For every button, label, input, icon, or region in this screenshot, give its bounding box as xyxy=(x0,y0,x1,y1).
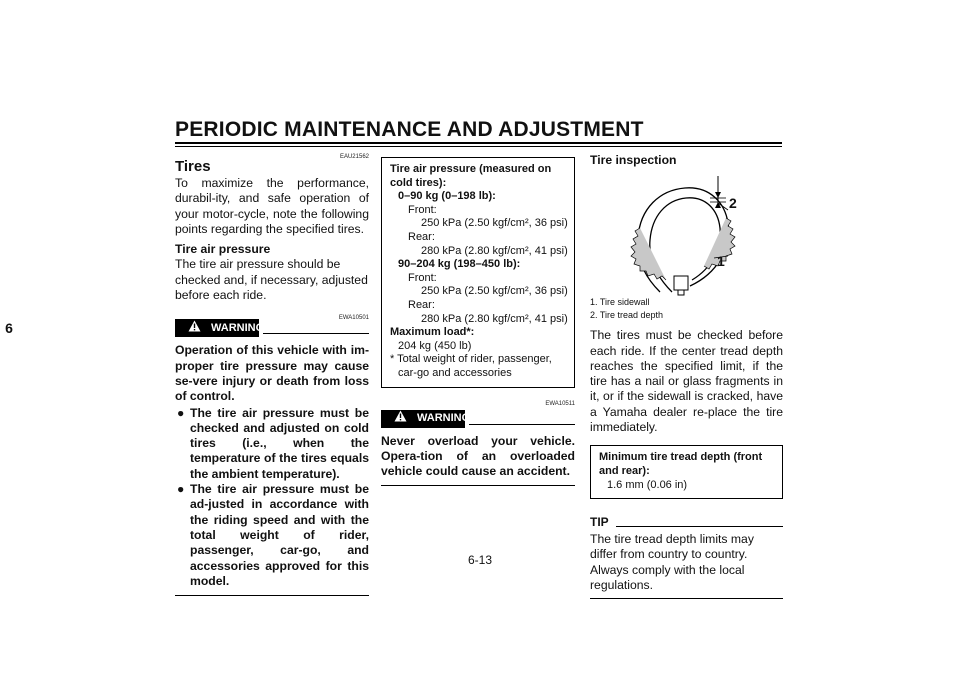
diagram-legend xyxy=(590,296,783,322)
header-rule xyxy=(175,142,782,144)
tire-cross-section-illustration xyxy=(590,168,783,296)
rear-label: Rear: xyxy=(408,298,435,311)
warning-bullet xyxy=(175,482,369,589)
warning-header xyxy=(175,319,369,341)
column-tire-inspection xyxy=(590,150,783,599)
section-code: EAU21562 xyxy=(339,154,369,160)
subheading-tire-air-pressure: Tire air pressure xyxy=(175,242,271,257)
warning-code: EWA10501 xyxy=(338,315,369,322)
warning-triangle-icon xyxy=(188,320,201,337)
front-pressure-1: 250 kPa (2.50 kgf/cm², 36 psi) xyxy=(421,217,568,230)
page-number: 6-13 xyxy=(467,553,493,567)
spec-title: Minimum tire tread depth (front and rear): xyxy=(599,451,763,477)
tire-diagram xyxy=(590,168,783,296)
chapter-tab: 6 xyxy=(5,320,13,336)
warning-header xyxy=(381,410,575,432)
warning-badge xyxy=(175,319,265,337)
section-heading: Tires xyxy=(175,158,211,175)
warning-end-rule xyxy=(381,485,575,486)
tip-rule xyxy=(616,526,783,527)
legend-item: 2. Tire tread depth xyxy=(590,310,664,321)
warning-label: WARNING xyxy=(211,321,265,334)
callout-1: 1 xyxy=(717,253,725,270)
load-range-2: 90–204 kg (198–450 lb): xyxy=(398,258,521,271)
front-label: Front: xyxy=(408,203,437,216)
warning-text: Operation of this vehicle with im-proper tire pressure may cause se-vere injury or death from loss of control. xyxy=(175,343,369,404)
rear-label: Rear: xyxy=(408,230,435,243)
column-pressure-spec xyxy=(381,150,575,486)
footnote: * Total weight of rider, passenger, car-go and accessories xyxy=(390,353,552,379)
warning-text: Never overload your vehicle. Opera-tion of an overloaded vehicle could cause an accident. xyxy=(381,433,575,479)
warning-bullet xyxy=(175,406,369,482)
spec-box-tread-depth xyxy=(590,445,783,499)
warning-triangle-icon xyxy=(394,410,407,427)
warning-label: WARNING xyxy=(417,411,471,424)
pressure-text: The tire air pressure should be checked and, if necessary, adjusted before each ride. xyxy=(175,257,368,303)
spec-title: Tire air pressure (measured on cold tires): xyxy=(390,163,552,189)
intro-text: To maximize the performance, durabil-ity, and safe operation of your motor-cycle, note the following points regarding the specified tires. xyxy=(175,176,369,236)
bullet-text: The tire air pressure must be ad-justed in accordance with the riding speed and with the total weight of rider, passenger, car-go, and accessories approved for this model. xyxy=(190,482,369,588)
callout-2: 2 xyxy=(729,195,737,212)
front-pressure-2: 250 kPa (2.50 kgf/cm², 36 psi) xyxy=(421,285,568,298)
column-tires xyxy=(175,150,369,596)
rear-pressure-1: 280 kPa (2.80 kgf/cm², 41 psi) xyxy=(421,244,568,257)
spec-value: 1.6 mm (0.06 in) xyxy=(607,478,688,491)
max-load-label: Maximum load*: xyxy=(390,326,475,339)
page-title: PERIODIC MAINTENANCE AND ADJUSTMENT xyxy=(175,118,644,141)
warning-code: EWA10511 xyxy=(545,400,575,407)
bullet-icon: ● xyxy=(177,405,185,420)
inspection-text: The tires must be checked before each ride. If the center tread depth reaches the specified limit, if the tire has a nail or glass fragments in it, or if the sidewall is cracked, have a Yamaha dealer re-place the tire immediately. xyxy=(590,328,783,435)
bullet-icon: ● xyxy=(177,482,185,497)
warning-badge xyxy=(381,410,471,428)
bullet-text: The tire air pressure must be checked and adjusted on cold tires (i.e., when the temperature of the tires equals the ambient temperature). xyxy=(190,405,369,481)
spec-box-tire-pressure xyxy=(381,157,575,388)
max-load-value: 204 kg (450 lb) xyxy=(398,339,472,352)
tip-header xyxy=(590,515,783,532)
legend-item: 1. Tire sidewall xyxy=(590,297,650,308)
load-range-1: 0–90 kg (0–198 lb): xyxy=(398,190,496,203)
section-heading: Tire inspection xyxy=(590,153,677,167)
warning-rule xyxy=(263,333,369,334)
warning-rule xyxy=(469,424,575,425)
front-label: Front: xyxy=(408,271,437,284)
header-rule-thin xyxy=(175,146,782,147)
rear-pressure-2: 280 kPa (2.80 kgf/cm², 41 psi) xyxy=(421,312,568,325)
warning-end-rule xyxy=(175,595,369,596)
tip-text: The tire tread depth limits may differ from country to country. Always comply with the local regulations. xyxy=(590,532,754,593)
tip-end-rule xyxy=(590,598,783,599)
tip-label: TIP xyxy=(590,515,609,530)
